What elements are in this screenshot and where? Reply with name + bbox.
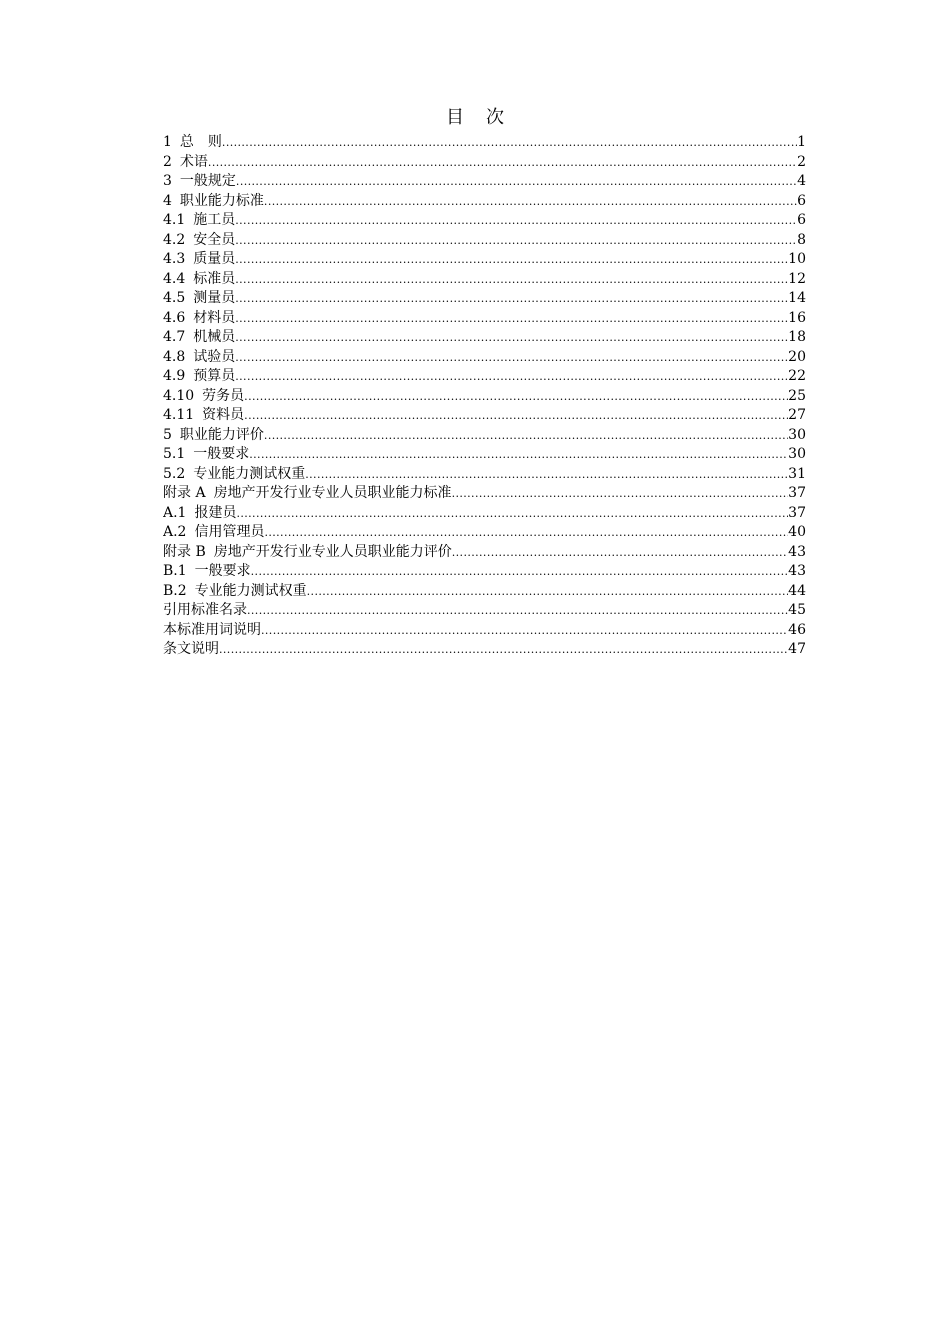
toc-dot-leader (307, 582, 789, 602)
toc-entry-title: 引用标准名录 (163, 602, 247, 618)
toc-entry-page-number: 47 (788, 641, 806, 657)
toc-entry[interactable] (163, 231, 806, 251)
toc-entry-number: 4.8 (163, 348, 186, 365)
toc-entry[interactable] (163, 192, 806, 212)
toc-entry-title: 报建员 (194, 504, 237, 521)
toc-entry[interactable] (163, 348, 806, 368)
toc-dot-leader (235, 328, 788, 348)
toc-entry-title: 条文说明 (163, 641, 219, 657)
toc-entry[interactable] (163, 211, 806, 231)
toc-entry[interactable] (163, 309, 806, 329)
toc-title-char: 目 (446, 107, 464, 128)
toc-entry-number: 4.4 (163, 270, 186, 287)
toc-entry-title: 劳务员 (202, 387, 245, 404)
toc-entry-number: 附录 A (163, 485, 206, 501)
toc-entry-number: 5.2 (163, 465, 186, 482)
toc-list (163, 133, 806, 660)
toc-entry-title: 专业能力测试权重 (194, 582, 307, 599)
toc-dot-leader (305, 465, 788, 485)
toc-entry-page-number: 43 (788, 543, 806, 560)
toc-entry-label (163, 192, 264, 212)
toc-entry-label (163, 270, 235, 290)
toc-entry-page-number: 22 (788, 368, 806, 384)
toc-entry-page-number: 30 (788, 426, 806, 443)
toc-dot-leader (264, 426, 788, 446)
toc-entry-label (163, 426, 264, 446)
toc-entry-label (163, 153, 208, 173)
toc-dot-leader (236, 172, 797, 192)
toc-entry-label (163, 133, 222, 153)
toc-entry-title: 职业能力评价 (179, 426, 264, 443)
toc-entry-title: 一般规定 (179, 173, 236, 189)
toc-entry-number: 4 (163, 192, 172, 209)
toc-dot-leader (222, 133, 797, 153)
toc-entry-page-number: 10 (788, 251, 806, 267)
toc-entry-label (163, 621, 261, 641)
toc-entry-number: B.1 (163, 563, 187, 579)
toc-entry-number: 4.9 (163, 368, 186, 384)
toc-entry-label (163, 543, 452, 563)
toc-dot-leader (244, 387, 788, 407)
toc-entry[interactable] (163, 426, 806, 446)
toc-entry-page-number: 6 (797, 192, 806, 209)
toc-entry-label (163, 582, 307, 602)
toc-entry-page-number: 45 (788, 602, 806, 618)
toc-entry-page-number: 12 (788, 270, 806, 287)
toc-entry-page-number: 4 (797, 173, 806, 189)
toc-entry-page-number: 27 (788, 407, 806, 423)
toc-entry-label (163, 640, 219, 660)
toc-entry[interactable] (163, 484, 806, 504)
toc-dot-leader (452, 484, 789, 504)
toc-dot-leader (251, 562, 789, 582)
toc-entry-label (163, 172, 236, 192)
toc-entry-label (163, 250, 235, 270)
toc-entry-label (163, 328, 235, 348)
toc-entry-label (163, 601, 247, 621)
toc-entry-number: 5 (163, 426, 172, 443)
toc-entry-title: 测量员 (193, 290, 236, 306)
toc-entry-label (163, 231, 235, 251)
toc-entry[interactable] (163, 601, 806, 621)
toc-entry[interactable] (163, 523, 806, 543)
toc-entry-title: 一般要求 (194, 563, 251, 579)
toc-entry[interactable] (163, 270, 806, 290)
toc-entry-number: 5.1 (163, 446, 186, 462)
toc-entry[interactable] (163, 387, 806, 407)
toc-entry-page-number: 37 (788, 485, 806, 501)
toc-entry-page-number: 20 (788, 348, 806, 365)
toc-entry-number: A.1 (163, 504, 187, 521)
toc-dot-leader (264, 192, 797, 212)
toc-entry-page-number: 25 (788, 387, 806, 404)
toc-dot-leader (235, 348, 788, 368)
toc-entry-label (163, 523, 264, 543)
toc-entry-title: 标准员 (193, 270, 236, 287)
toc-entry-title: 房地产开发行业专业人员职业能力评价 (213, 543, 452, 560)
toc-entry[interactable] (163, 504, 806, 524)
toc-entry-page-number: 14 (788, 290, 806, 306)
toc-entry-title: 试验员 (193, 348, 236, 365)
toc-entry-number: 4.1 (163, 212, 186, 228)
toc-entry-number: 4.2 (163, 231, 186, 248)
toc-entry-title: 总 则 (179, 134, 222, 150)
toc-entry-page-number: 2 (797, 153, 806, 170)
toc-entry-page-number: 31 (788, 465, 806, 482)
toc-entry-label (163, 289, 235, 309)
toc-entry-page-number: 46 (788, 621, 806, 638)
toc-entry[interactable] (163, 328, 806, 348)
toc-entry-page-number: 1 (797, 134, 806, 150)
toc-entry[interactable] (163, 153, 806, 173)
toc-entry-number: B.2 (163, 582, 187, 599)
toc-entry-number: 4.6 (163, 309, 186, 326)
toc-dot-leader (235, 250, 788, 270)
toc-dot-leader (219, 640, 788, 660)
toc-entry-label (163, 504, 236, 524)
toc-entry[interactable] (163, 406, 806, 426)
toc-entry-title: 预算员 (193, 368, 236, 384)
toc-entry[interactable] (163, 445, 806, 465)
toc-entry-title: 机械员 (193, 329, 236, 345)
toc-entry-number: 3 (163, 173, 172, 189)
toc-title-char: 次 (486, 107, 504, 128)
toc-entry-label (163, 445, 249, 465)
toc-entry-page-number: 8 (797, 231, 806, 248)
toc-dot-leader (264, 523, 788, 543)
toc-dot-leader (261, 621, 788, 641)
toc-dot-leader (235, 289, 788, 309)
toc-entry-number: 4.11 (163, 407, 195, 423)
toc-entry-label (163, 211, 235, 231)
toc-entry-number: 附录 B (163, 543, 206, 560)
toc-dot-leader (208, 153, 797, 173)
toc-entry[interactable] (163, 621, 806, 641)
toc-dot-leader (249, 445, 788, 465)
toc-entry-label (163, 406, 244, 426)
toc-entry-number: A.2 (163, 524, 187, 540)
toc-entry[interactable] (163, 133, 806, 153)
toc-entry-label (163, 465, 305, 485)
toc-entry-title: 信用管理员 (194, 524, 265, 540)
toc-entry[interactable] (163, 289, 806, 309)
toc-entry-label (163, 367, 235, 387)
toc-entry[interactable] (163, 367, 806, 387)
toc-entry-page-number: 44 (788, 582, 806, 599)
toc-entry-label (163, 484, 452, 504)
toc-entry-label (163, 348, 235, 368)
toc-entry-number: 4.5 (163, 290, 186, 306)
toc-dot-leader (235, 270, 788, 290)
toc-dot-leader (247, 601, 788, 621)
toc-entry-title: 施工员 (193, 212, 236, 228)
toc-entry-label (163, 562, 251, 582)
toc-entry-number: 4.3 (163, 251, 186, 267)
toc-entry-number: 1 (163, 134, 172, 150)
toc-entry-page-number: 16 (788, 309, 806, 326)
toc-dot-leader (235, 367, 788, 387)
toc-entry-title: 一般要求 (193, 446, 250, 462)
toc-entry-title: 本标准用词说明 (163, 621, 261, 638)
toc-entry[interactable] (163, 543, 806, 563)
toc-entry-title: 术语 (179, 153, 208, 170)
toc-dot-leader (244, 406, 788, 426)
toc-entry[interactable] (163, 465, 806, 485)
toc-entry-page-number: 37 (788, 504, 806, 521)
toc-entry-title: 质量员 (193, 251, 236, 267)
toc-entry-number: 2 (163, 153, 172, 170)
toc-entry-page-number: 30 (788, 446, 806, 462)
toc-title (0, 106, 950, 130)
toc-entry-page-number: 6 (797, 212, 806, 228)
toc-dot-leader (235, 211, 797, 231)
toc-entry[interactable] (163, 582, 806, 602)
toc-entry-title: 职业能力标准 (179, 192, 264, 209)
toc-entry-page-number: 40 (788, 524, 806, 540)
toc-entry-title: 安全员 (193, 231, 236, 248)
toc-entry-title: 资料员 (202, 407, 245, 423)
toc-entry-page-number: 43 (788, 563, 806, 579)
toc-dot-leader (236, 504, 788, 524)
toc-entry-title: 材料员 (193, 309, 236, 326)
toc-entry[interactable] (163, 640, 806, 660)
toc-entry-page-number: 18 (788, 329, 806, 345)
toc-entry-number: 4.7 (163, 329, 186, 345)
toc-entry-label (163, 309, 235, 329)
toc-dot-leader (235, 231, 797, 251)
toc-entry-number: 4.10 (163, 387, 195, 404)
toc-entry[interactable] (163, 250, 806, 270)
toc-dot-leader (235, 309, 788, 329)
toc-entry-label (163, 387, 244, 407)
toc-entry[interactable] (163, 562, 806, 582)
toc-dot-leader (452, 543, 788, 563)
toc-entry-title: 房地产开发行业专业人员职业能力标准 (213, 485, 452, 501)
toc-entry[interactable] (163, 172, 806, 192)
toc-entry-title: 专业能力测试权重 (193, 465, 306, 482)
